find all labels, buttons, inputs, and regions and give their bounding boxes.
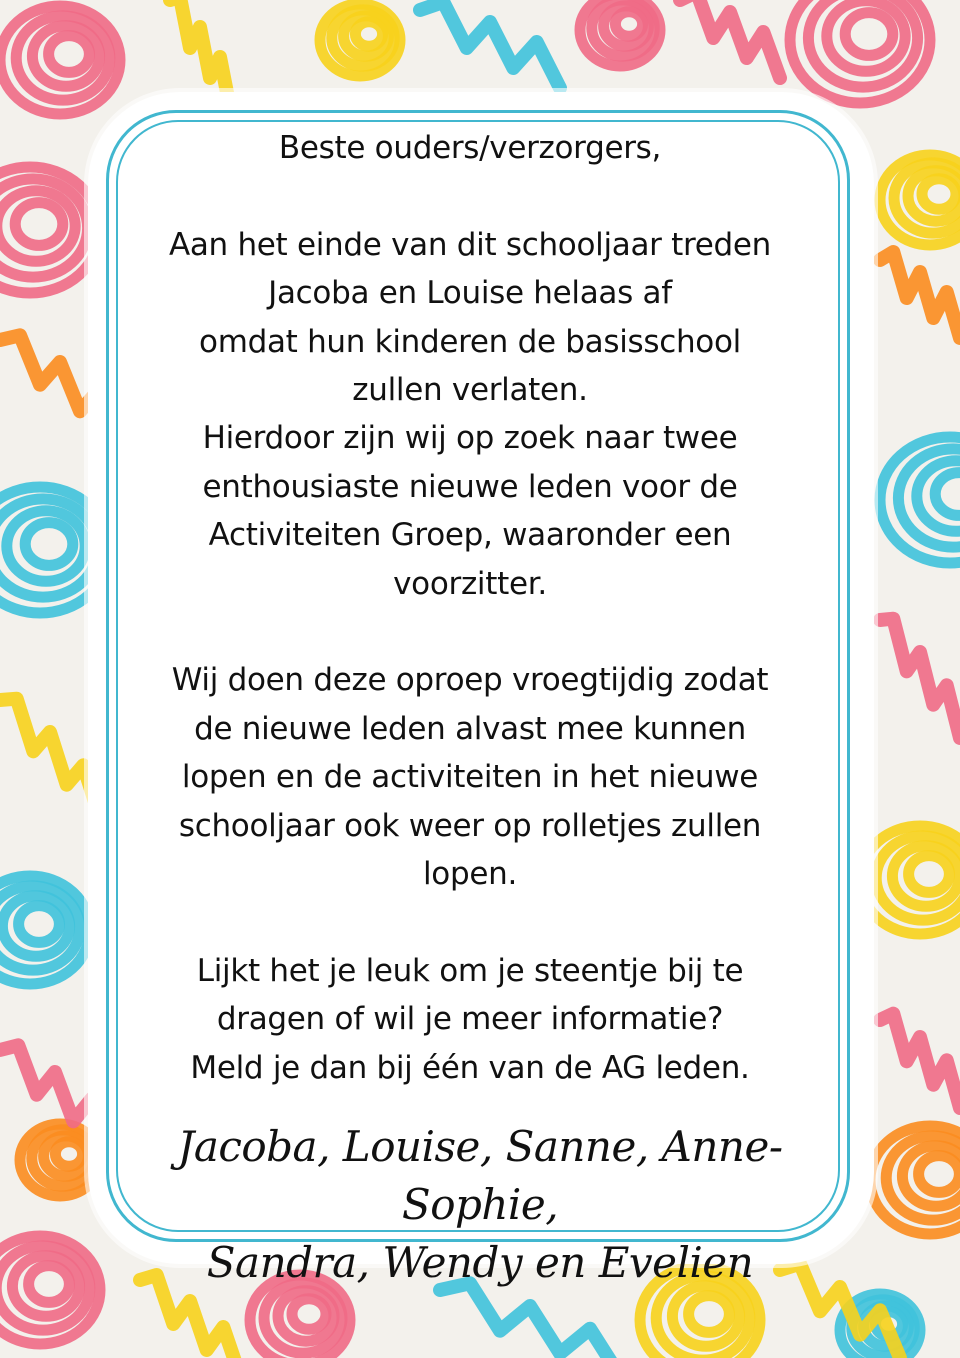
paragraph2-line: schooljaar ook weer op rolletjes zullen [178,807,762,844]
scribble-spiral [292,1299,326,1330]
letter-body [130,124,810,1092]
paragraph1-line: Jacoba en Louise helaas af [268,275,672,312]
scribble-spiral [29,1266,70,1303]
paragraph2-line: de nieuwe leden alvast mee kunnen [194,710,746,747]
scribble-spiral [15,203,63,246]
scribble-spiral [19,906,60,943]
scribble-spiral [935,473,960,516]
scribble-spiral [49,36,90,73]
scribble-zigzag [0,699,100,818]
scribble-zigzag [880,1014,960,1108]
scribble-spiral [919,1156,960,1193]
scribble-zigzag [440,1283,620,1358]
scribble-spiral [25,523,73,566]
scribble-zigzag [880,252,960,338]
paragraph2-line: lopen. [422,856,518,893]
paragraph-gap [130,898,810,946]
paragraph1-line: zullen verlaten. [352,372,588,409]
scribble-zigzag [420,2,560,88]
paragraph2-line: lopen en de activiteiten in het nieuwe [181,759,759,796]
scribble-spiral [909,856,950,893]
paragraph2-line: Wij doen deze oproep vroegtijdig zodat [171,662,769,699]
paragraph1-line: voorzitter. [393,565,547,602]
paragraph-gap [130,608,810,656]
paragraph-gap [130,172,810,220]
signature-names [118,1118,842,1292]
paragraph1-line: Activiteiten Groep, waaronder een [208,517,732,554]
paragraph1-line: enthousiaste nieuwe leden voor de [202,468,738,505]
scribble-zigzag [680,0,780,78]
paragraph1-line: omdat hun kinderen de basisschool [199,323,741,360]
scribble-zigzag [880,619,960,738]
paragraph3-line: Meld je dan bij één van de AG leden. [190,1049,750,1086]
paragraph1-line: Aan het einde van dit schooljaar treden [168,226,772,263]
paragraph3-line: Lijkt het je leuk om je steentje bij te [196,952,744,989]
scribble-spiral [922,179,956,210]
signature-line-1: Jacoba, Louise, Sanne, Anne-Sophie, [177,1122,783,1229]
scribble-spiral [55,1142,82,1166]
scribble-spiral [689,1296,730,1333]
scribble-spiral [615,12,642,36]
signature-line-2: Sandra, Wendy en Evelien [206,1238,754,1287]
scribble-spiral [845,13,893,56]
paragraph3-line: dragen of wil je meer informatie? [216,1001,724,1038]
greeting: Beste ouders/verzorgers, [278,130,662,166]
scribble-spiral [355,22,382,46]
paragraph1-line: Hierdoor zijn wij op zoek naar twee [202,420,738,457]
